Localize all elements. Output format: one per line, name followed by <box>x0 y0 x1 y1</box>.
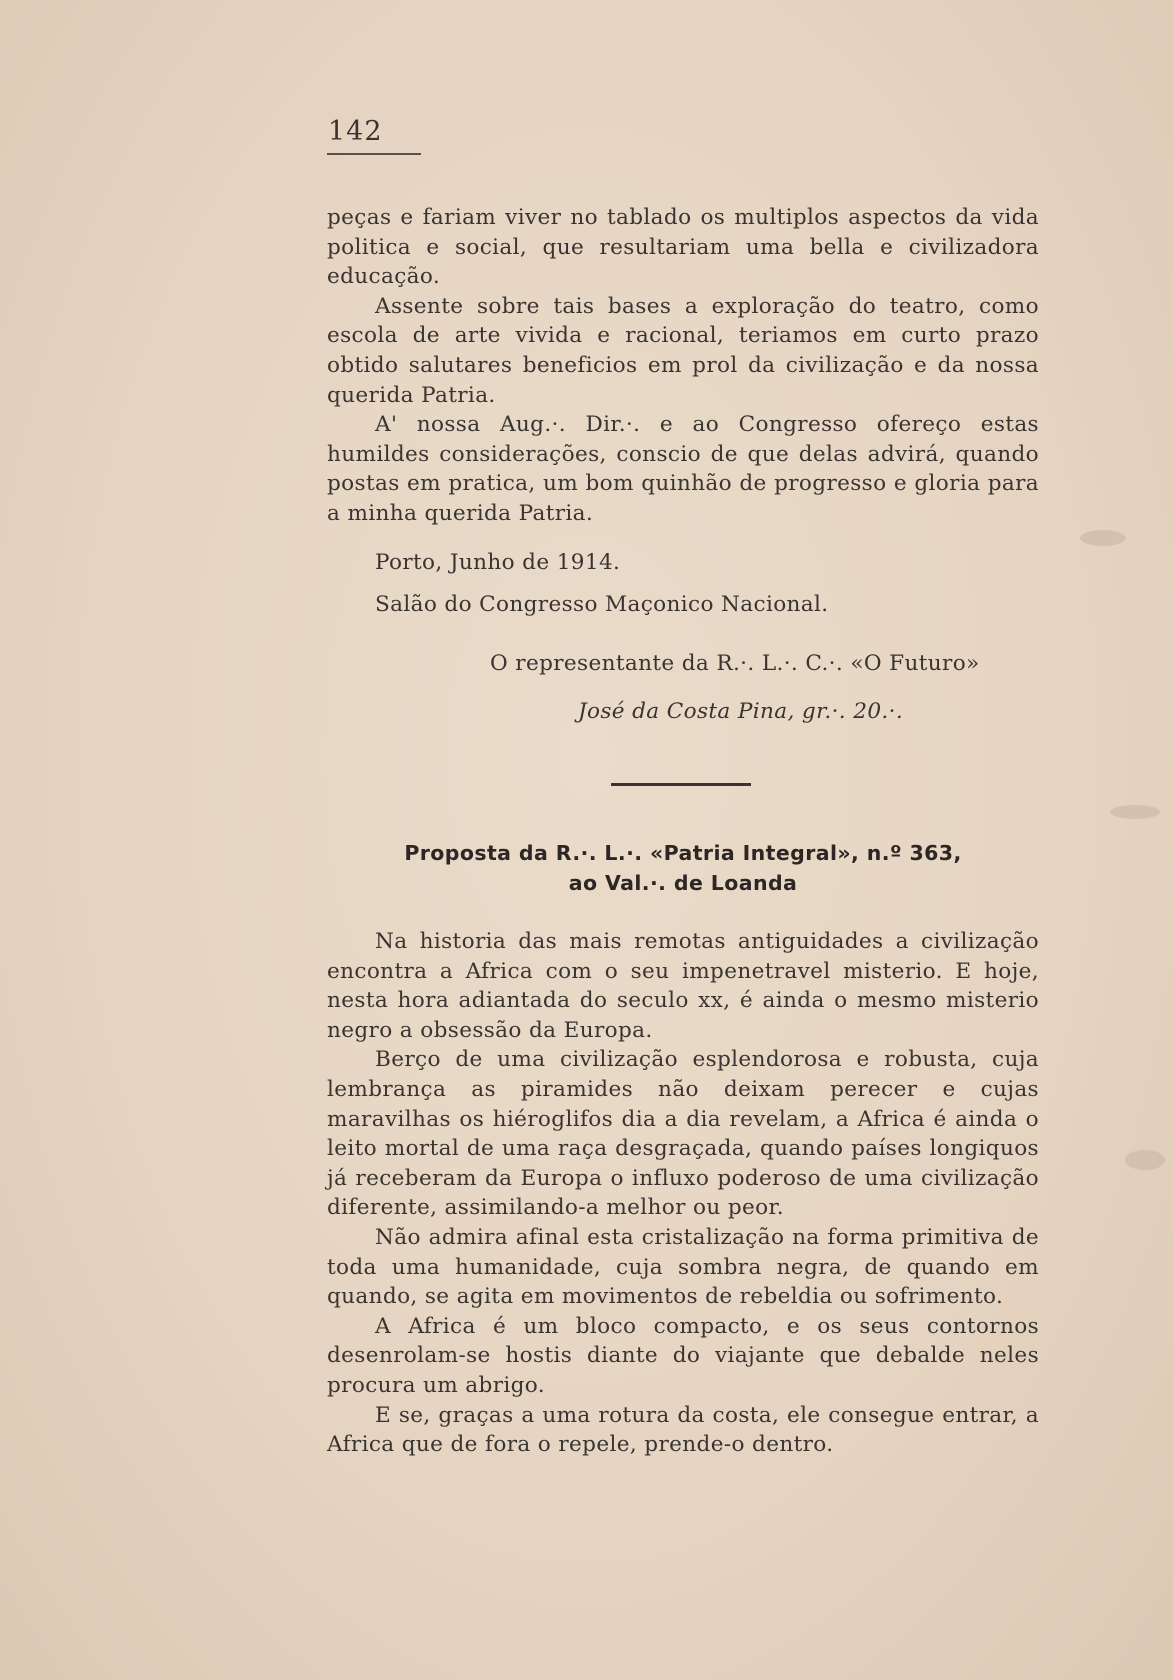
continuation-text <box>327 203 1039 529</box>
paragraph: Não admira afinal esta cristalização na forma primitiva de toda uma humanidade, cuja sombra negra, de quando em quando, se agita em movimentos de rebeldia ou sofrimento. <box>327 1224 1039 1310</box>
paragraph: peças e fariam viver no tablado os multiplos aspectos da vida politica e social, que resultariam uma bella e civilizadora educação. <box>327 205 1039 290</box>
paragraph: A' nossa Aug.·. Dir.·. e ao Congresso ofereço estas humildes considerações, conscio de que delas advirá, quando postas em pratica, um bom quinhão de progresso e gloria para a minha querida Patria. <box>327 412 1039 526</box>
proposal-heading-line: Proposta da R.·. L.·. «Patria Integral», n.º 363, <box>404 841 962 865</box>
page-number-rule <box>327 153 421 155</box>
place-date: Porto, Junho de 1914. <box>375 550 621 575</box>
proposal-heading <box>327 838 1039 898</box>
signature: José da Costa Pina, gr.·. 20.·. <box>578 699 904 724</box>
representative-line: O representante da R.·. L.·. C.·. «O Futuro» <box>490 651 980 676</box>
section-divider <box>611 783 751 786</box>
paragraph: Na historia das mais remotas antiguidades a civilização encontra a Africa com o seu impenetravel misterio. E hoje, nesta hora adiantada do seculo xx, é ainda o mesmo misterio negro a obsessão da Europa. <box>327 929 1039 1043</box>
paragraph: E se, graças a uma rotura da costa, ele consegue entrar, a Africa que de fora o repele, prende-o dentro. <box>327 1402 1039 1458</box>
paragraph: Assente sobre tais bases a exploração do teatro, como escola de arte vivida e racional, teriamos em curto prazo obtido salutares beneficios em prol da civilização e da nossa querida Patria. <box>327 293 1039 408</box>
paper-stain <box>1110 805 1160 819</box>
paragraph: A Africa é um bloco compacto, e os seus contornos desenrolam-se hostis diante do viajante que debalde neles procura um abrigo. <box>327 1313 1039 1398</box>
page-number: 142 <box>328 116 383 147</box>
venue: Salão do Congresso Maçonico Nacional. <box>375 592 829 617</box>
paragraph: Berço de uma civilização esplendorosa e robusta, cuja lembrança as piramides não deixam perecer e cujas maravilhas os hiéroglifos dia a dia revelam, a Africa é ainda o leito mortal de uma raça desgraçada, quando países longiquos já receberam da Europa o influxo poderoso de uma civilização diferente, assimilando-a melhor ou peor. <box>327 1047 1039 1221</box>
proposal-heading-line: ao Val.·. de Loanda <box>568 871 798 895</box>
proposal-text <box>327 927 1039 1460</box>
paper-stain <box>1080 530 1126 546</box>
paper-stain <box>1125 1150 1165 1170</box>
